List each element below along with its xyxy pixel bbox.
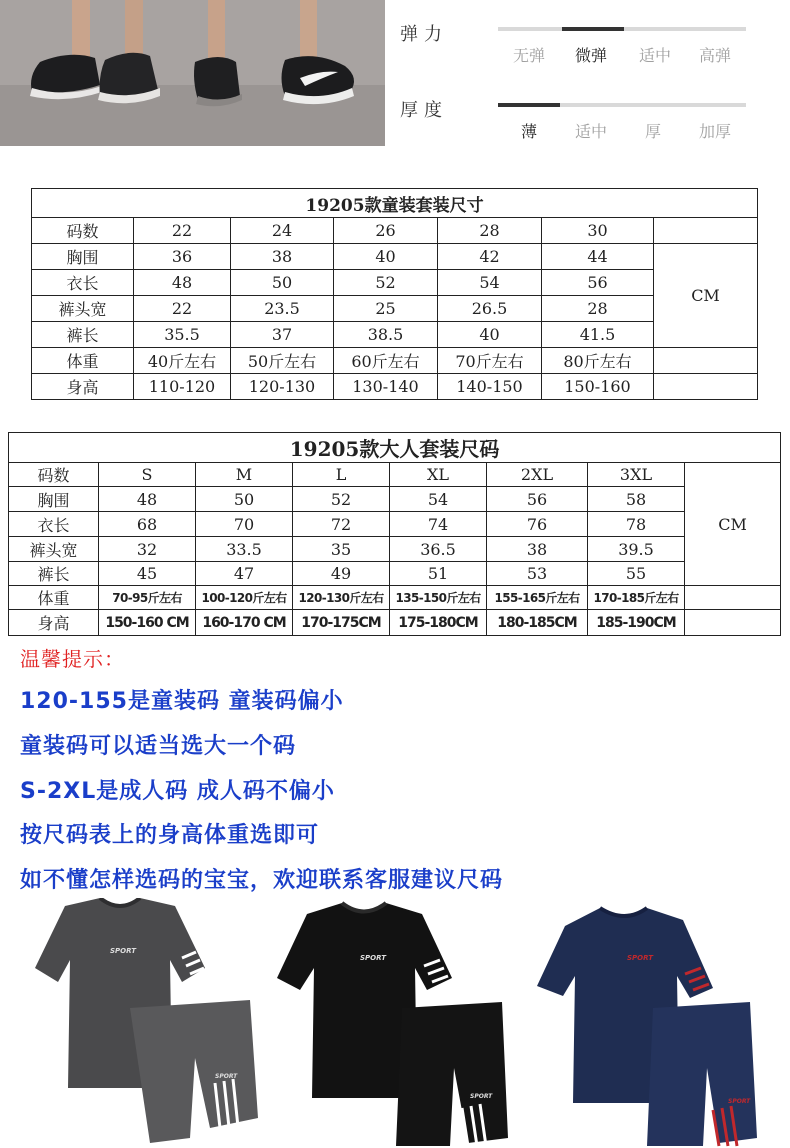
row-label: 身高 xyxy=(32,374,134,400)
table-row xyxy=(9,537,781,562)
kids-table-title: 19205款童装套装尺寸 xyxy=(32,189,758,218)
table-cell: 44 xyxy=(542,244,654,270)
thickness-option: 厚 xyxy=(644,122,661,141)
table-cell: 39.5 xyxy=(588,537,685,562)
table-cell: 41.5 xyxy=(542,322,654,348)
table-cell: 50斤左右 xyxy=(231,348,334,374)
elasticity-option-selected: 微弹 xyxy=(574,46,607,65)
tip-line: 如不懂怎样选码的宝宝，欢迎联系客服建议尺码 xyxy=(20,868,504,893)
table-cell: 2XL xyxy=(487,463,588,487)
row-label: 裤头宽 xyxy=(32,296,134,322)
table-cell-empty xyxy=(654,348,758,374)
table-cell: 150-160 CM xyxy=(99,610,196,636)
row-label: 身高 xyxy=(9,610,99,636)
table-row xyxy=(32,270,758,296)
table-cell: 72 xyxy=(293,512,390,537)
table-cell: 170-185斤左右 xyxy=(588,586,685,610)
logo-text: SPORT xyxy=(215,1073,238,1080)
row-label: 码数 xyxy=(9,463,99,487)
table-cell: 48 xyxy=(99,487,196,512)
product-photo-legs xyxy=(0,0,385,146)
table-row xyxy=(32,218,758,244)
table-cell: 130-140 xyxy=(334,374,438,400)
table-cell: L xyxy=(293,463,390,487)
table-cell: 40 xyxy=(334,244,438,270)
table-cell: 40斤左右 xyxy=(134,348,231,374)
table-cell: 76 xyxy=(487,512,588,537)
table-cell: 52 xyxy=(293,487,390,512)
table-cell: XL xyxy=(390,463,487,487)
thickness-option-selected: 薄 xyxy=(520,122,537,141)
table-cell: 36 xyxy=(134,244,231,270)
table-cell: 22 xyxy=(134,296,231,322)
table-cell: 120-130 xyxy=(231,374,334,400)
table-cell: 175-180CM xyxy=(390,610,487,636)
table-cell: 55 xyxy=(588,562,685,586)
table-cell: 70斤左右 xyxy=(438,348,542,374)
kids-table-title-row xyxy=(32,189,758,218)
table-row xyxy=(9,586,781,610)
table-cell: 80斤左右 xyxy=(542,348,654,374)
table-row xyxy=(9,463,781,487)
table-row xyxy=(32,348,758,374)
table-cell: 38 xyxy=(231,244,334,270)
row-label: 体重 xyxy=(32,348,134,374)
table-cell: 28 xyxy=(542,296,654,322)
logo-text: SPORT xyxy=(728,1098,751,1105)
table-cell-empty xyxy=(654,218,758,244)
table-cell: 68 xyxy=(99,512,196,537)
thickness-option: 适中 xyxy=(574,122,607,141)
table-cell: 40 xyxy=(438,322,542,348)
table-cell: 23.5 xyxy=(231,296,334,322)
table-cell: 32 xyxy=(99,537,196,562)
table-cell: 70 xyxy=(196,512,293,537)
logo-text: SPORT xyxy=(627,954,653,962)
elasticity-indicator xyxy=(562,27,624,31)
adult-size-table xyxy=(8,432,781,636)
row-label: 裤长 xyxy=(32,322,134,348)
row-label: 胸围 xyxy=(9,487,99,512)
table-cell: 74 xyxy=(390,512,487,537)
table-cell: 185-190CM xyxy=(588,610,685,636)
elasticity-label: 弹力 xyxy=(400,24,448,45)
legs-sneakers-illustration xyxy=(0,0,385,146)
table-cell: 37 xyxy=(231,322,334,348)
row-label: 裤头宽 xyxy=(9,537,99,562)
table-cell: 78 xyxy=(588,512,685,537)
table-cell: 56 xyxy=(487,487,588,512)
table-row xyxy=(32,296,758,322)
thickness-option: 加厚 xyxy=(698,122,731,141)
table-cell: 25 xyxy=(334,296,438,322)
table-row xyxy=(9,562,781,586)
elasticity-option: 适中 xyxy=(638,46,671,65)
thickness-indicator xyxy=(498,103,560,107)
table-cell: 35 xyxy=(293,537,390,562)
row-label: 码数 xyxy=(32,218,134,244)
table-cell: 180-185CM xyxy=(487,610,588,636)
logo-text: SPORT xyxy=(470,1093,493,1100)
table-cell: 24 xyxy=(231,218,334,244)
table-row xyxy=(32,322,758,348)
kids-size-table xyxy=(31,188,758,400)
table-cell: 54 xyxy=(390,487,487,512)
row-label: 衣长 xyxy=(9,512,99,537)
table-cell: 28 xyxy=(438,218,542,244)
unit-cell: CM xyxy=(654,244,758,348)
table-row xyxy=(32,244,758,270)
table-cell: 53 xyxy=(487,562,588,586)
table-cell: 155-165斤左右 xyxy=(487,586,588,610)
table-cell: 48 xyxy=(134,270,231,296)
table-cell: 26.5 xyxy=(438,296,542,322)
table-cell: 56 xyxy=(542,270,654,296)
adult-table-title: 19205款大人套装尺码 xyxy=(9,433,781,463)
tips-title: 温馨提示： xyxy=(20,647,125,671)
garment-black-set xyxy=(272,898,522,1148)
table-cell: S xyxy=(99,463,196,487)
table-cell: 36.5 xyxy=(390,537,487,562)
table-cell: 22 xyxy=(134,218,231,244)
table-cell: 150-160 xyxy=(542,374,654,400)
table-cell-empty xyxy=(685,586,781,610)
table-cell: 38 xyxy=(487,537,588,562)
table-cell: 45 xyxy=(99,562,196,586)
table-cell: 110-120 xyxy=(134,374,231,400)
table-cell: 26 xyxy=(334,218,438,244)
table-cell: 33.5 xyxy=(196,537,293,562)
table-cell: 60斤左右 xyxy=(334,348,438,374)
logo-text: SPORT xyxy=(110,947,136,955)
table-cell: 3XL xyxy=(588,463,685,487)
table-cell: 170-175CM xyxy=(293,610,390,636)
garment-navy-set xyxy=(535,898,785,1148)
table-cell: 70-95斤左右 xyxy=(99,586,196,610)
elasticity-option: 无弹 xyxy=(512,46,545,65)
table-cell: 30 xyxy=(542,218,654,244)
table-cell: 120-130斤左右 xyxy=(293,586,390,610)
table-cell: 49 xyxy=(293,562,390,586)
logo-text: SPORT xyxy=(360,954,386,962)
table-cell: 50 xyxy=(231,270,334,296)
tip-line: 按尺码表上的身高体重选即可 xyxy=(20,823,320,848)
table-cell: 38.5 xyxy=(334,322,438,348)
table-cell-empty xyxy=(685,610,781,636)
table-cell: 140-150 xyxy=(438,374,542,400)
table-cell: 54 xyxy=(438,270,542,296)
adult-table-title-row xyxy=(9,433,781,463)
table-cell: 100-120斤左右 xyxy=(196,586,293,610)
table-cell: M xyxy=(196,463,293,487)
table-cell-empty xyxy=(654,374,758,400)
thickness-label: 厚度 xyxy=(400,100,448,121)
garment-grey-set xyxy=(10,898,260,1148)
table-cell: 135-150斤左右 xyxy=(390,586,487,610)
elasticity-option: 高弹 xyxy=(698,46,731,65)
table-cell: 50 xyxy=(196,487,293,512)
table-cell: 160-170 CM xyxy=(196,610,293,636)
table-cell: 42 xyxy=(438,244,542,270)
tip-line: S-2XL是成人码 成人码不偏小 xyxy=(20,779,335,804)
row-label: 体重 xyxy=(9,586,99,610)
table-row xyxy=(32,374,758,400)
table-cell: 51 xyxy=(390,562,487,586)
table-row xyxy=(9,487,781,512)
unit-cell: CM xyxy=(685,463,781,586)
table-row xyxy=(9,512,781,537)
table-cell: 52 xyxy=(334,270,438,296)
tip-line: 童装码可以适当选大一个码 xyxy=(20,734,297,759)
row-label: 胸围 xyxy=(32,244,134,270)
row-label: 裤长 xyxy=(9,562,99,586)
table-row xyxy=(9,610,781,636)
table-cell: 35.5 xyxy=(134,322,231,348)
table-cell: 58 xyxy=(588,487,685,512)
row-label: 衣长 xyxy=(32,270,134,296)
table-cell: 47 xyxy=(196,562,293,586)
tip-line: 120-155是童装码 童装码偏小 xyxy=(20,689,344,714)
